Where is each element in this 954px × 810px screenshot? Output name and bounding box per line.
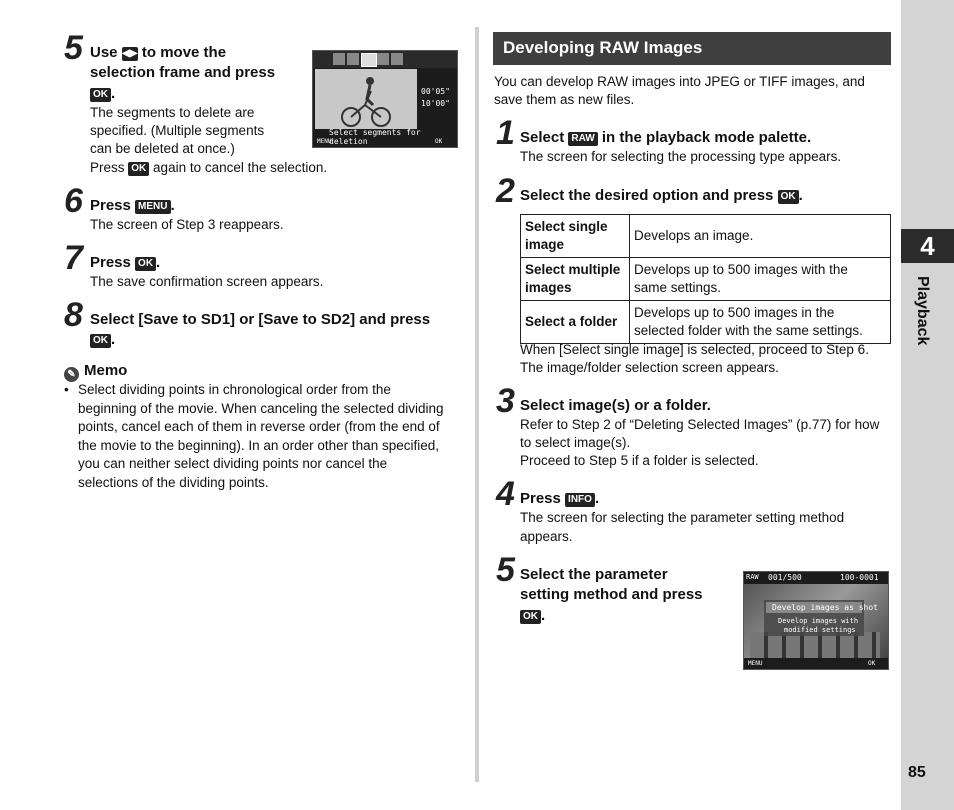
step-title: Use ◀▶ to move the (90, 44, 227, 61)
chapter-number: 4 (901, 229, 954, 263)
intro-text: You can develop RAW images into JPEG or TIFF images, and (494, 74, 865, 89)
step-body: The screen for selecting the parameter setting method (520, 510, 845, 525)
step-title: Press MENU . (90, 197, 175, 214)
memo-line: beginning of the movie. When canceling the selected dividing (78, 400, 444, 416)
step-number: 2 (496, 172, 515, 210)
step-number: 8 (64, 296, 83, 334)
ok-key-icon: OK (128, 162, 149, 176)
step-body: Press OK again to cancel the selection. (90, 160, 328, 175)
menu-key-icon: MENU (135, 200, 170, 214)
step-title: Select the desired option and press OK . (520, 187, 803, 204)
memo-bullet: • (64, 382, 69, 397)
raw-icon: RAW (568, 132, 597, 146)
step-body: When [Select single image] is selected, proceed to Step 6. (520, 342, 869, 357)
ok-key-icon: OK (90, 334, 111, 348)
step-number: 5 (64, 29, 83, 67)
camera-screen-develop: RAW 001/500 100-0001 Develop images as shot Develop images with modified settings MENU OK (743, 571, 889, 670)
memo-title: ✎ Memo (64, 361, 127, 382)
step-title: Select the parameter (520, 566, 668, 583)
step-title: Select [Save to SD1] or [Save to SD2] and press (90, 311, 431, 328)
step-body: The save confirmation screen appears. (90, 274, 324, 289)
step-body: The screen for selecting the processing type appears. (520, 149, 842, 164)
step-number: 7 (64, 239, 83, 277)
memo-icon: ✎ (64, 367, 79, 382)
step-body: can be deleted at once.) (90, 141, 235, 156)
memo-line: selections of the dividing points. (78, 474, 269, 490)
step-body: The segments to delete are (90, 105, 255, 120)
step-number: 6 (64, 182, 83, 220)
step-body: specified. (Multiple segments (90, 123, 265, 138)
memo-line: points, cancel each of them in reverse order (from the end of (78, 419, 440, 434)
chapter-sidebar (901, 0, 954, 810)
table-row: Select multiple images Develops up to 500 images with the same settings. (521, 258, 891, 301)
memo-line: you can neither select dividing points nor cancel the (78, 456, 388, 471)
step-body: appears. (520, 529, 573, 544)
step-body: Proceed to Step 5 if a folder is selected. (520, 453, 759, 468)
step-title: OK . (90, 330, 115, 350)
arrow-keys-icon: ◀▶ (122, 48, 138, 59)
table-row: Select single image Develops an image. (521, 215, 891, 258)
step-number: 3 (496, 382, 515, 420)
table-row: Select a folder Develops up to 500 images in the selected folder with the same settings. (521, 301, 891, 344)
step-title: Press INFO . (520, 490, 600, 507)
ok-key-icon: OK (520, 610, 541, 624)
step-number: 1 (496, 114, 515, 152)
column-divider (475, 27, 479, 782)
intro-text: save them as new files. (494, 92, 635, 107)
step-title: OK . (520, 606, 545, 626)
step-body: The image/folder selection screen appears. (520, 360, 779, 375)
step-number: 5 (496, 551, 515, 589)
step-body: The screen of Step 3 reappears. (90, 217, 284, 232)
chapter-label: Playback (914, 276, 931, 346)
memo-line: the movie to the beginning). In an order other than specified, (78, 437, 439, 453)
step-title: setting method and press (520, 586, 703, 603)
info-key-icon: INFO (565, 493, 595, 507)
section-heading: Developing RAW Images (493, 32, 891, 65)
step-title: Select image(s) or a folder. (520, 397, 711, 414)
step-title: selection frame and press (90, 64, 276, 81)
bike-photo (315, 69, 417, 129)
step-title: Select RAW in the playback mode palette. (520, 129, 812, 146)
step-title: Press OK . (90, 254, 161, 271)
raw-icon: RAW (746, 573, 759, 581)
step-body: to select image(s). (520, 435, 631, 450)
ok-key-icon: OK (778, 190, 799, 204)
ok-key-icon: OK (90, 88, 111, 102)
options-table (520, 214, 891, 344)
page-number: 85 (908, 764, 926, 781)
memo-text (78, 381, 443, 492)
step-title: OK . (90, 84, 115, 104)
memo-line: Select dividing points in chronological order from the (78, 382, 391, 397)
ok-key-icon: OK (135, 257, 156, 271)
step-body: Refer to Step 2 of “Deleting Selected Images” (p.77) for how (520, 417, 880, 432)
camera-screen-movie: 00'05" 10'00" Select segments for deletion MENU OK (312, 50, 458, 148)
step-number: 4 (496, 475, 515, 513)
